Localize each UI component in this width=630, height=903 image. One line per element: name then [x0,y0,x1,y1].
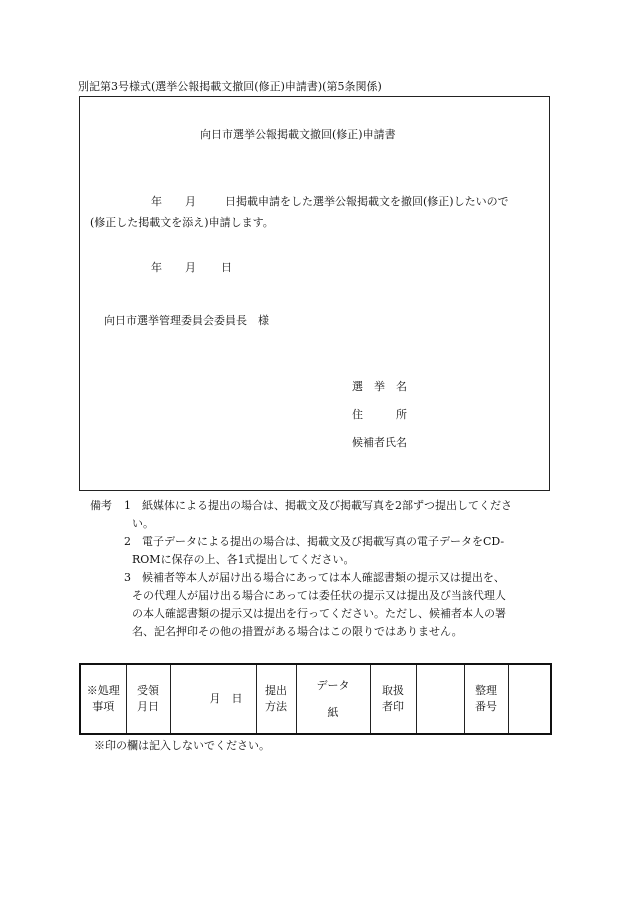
date-month: 月 [185,261,196,274]
field-election-name: 選 挙 名 [352,380,407,393]
note-3-line-1: 3 候補者等本人が届け出る場合にあっては本人確認書類の提示又は提出を、 [124,571,505,584]
note-1-line-2: い。 [132,517,154,530]
submission-method-cell: データ 紙 [296,664,370,734]
body-day-text: 日掲載申請をした選挙公報掲載文を撤回(修正)したいので [225,195,509,208]
note-2-line-2: ROMに保存の上、各1式提出してください。 [132,553,355,566]
office-use-table [79,663,552,735]
form-header: 別記第3号様式(選挙公報掲載文撤回(修正)申請書)(第5条関係) [78,80,382,93]
processing-matter-label: ※処理 事項 [80,664,126,734]
note-3-line-2: その代理人が届け出る場合にあっては委任状の提示又は提出及び当該代理人 [132,589,506,602]
note-3-line-3: の本人確認書類の提示又は提出を行ってください。ただし、候補者本人の署 [132,607,506,620]
document-title: 向日市選挙公報掲載文撤回(修正)申請書 [200,128,396,141]
notes-heading: 備考 [90,499,112,512]
field-candidate-name: 候補者氏名 [352,436,407,449]
date-day: 日 [221,261,232,274]
field-address: 住 所 [352,408,407,421]
addressee: 向日市選挙管理委員会委員長 様 [104,314,269,327]
note-3-line-4: 名、記名押印その他の措置がある場合はこの限りではありません。 [132,625,463,638]
body-line-2: (修正した掲載文を添え)申請します。 [90,216,274,229]
received-date-label: 受領 月日 [126,664,170,734]
application-frame [79,96,550,491]
handler-seal-label: 取扱 者印 [370,664,416,734]
reference-number-cell [508,664,551,734]
footnote: ※印の欄は記入しないでください。 [94,739,270,752]
submission-method-label: 提出 方法 [256,664,296,734]
body-year: 年 [151,195,162,208]
month-day-cell: 月 日 [170,664,256,734]
handler-seal-cell [416,664,464,734]
body-month: 月 [185,195,196,208]
note-1-line-1: 1 紙媒体による提出の場合は、掲載文及び掲載写真を2部ずつ提出してくださ [124,499,512,512]
note-2-line-1: 2 電子データによる提出の場合は、掲載文及び掲載写真の電子データをCD- [124,535,505,548]
reference-number-label: 整理 番号 [464,664,508,734]
date-year: 年 [151,261,162,274]
